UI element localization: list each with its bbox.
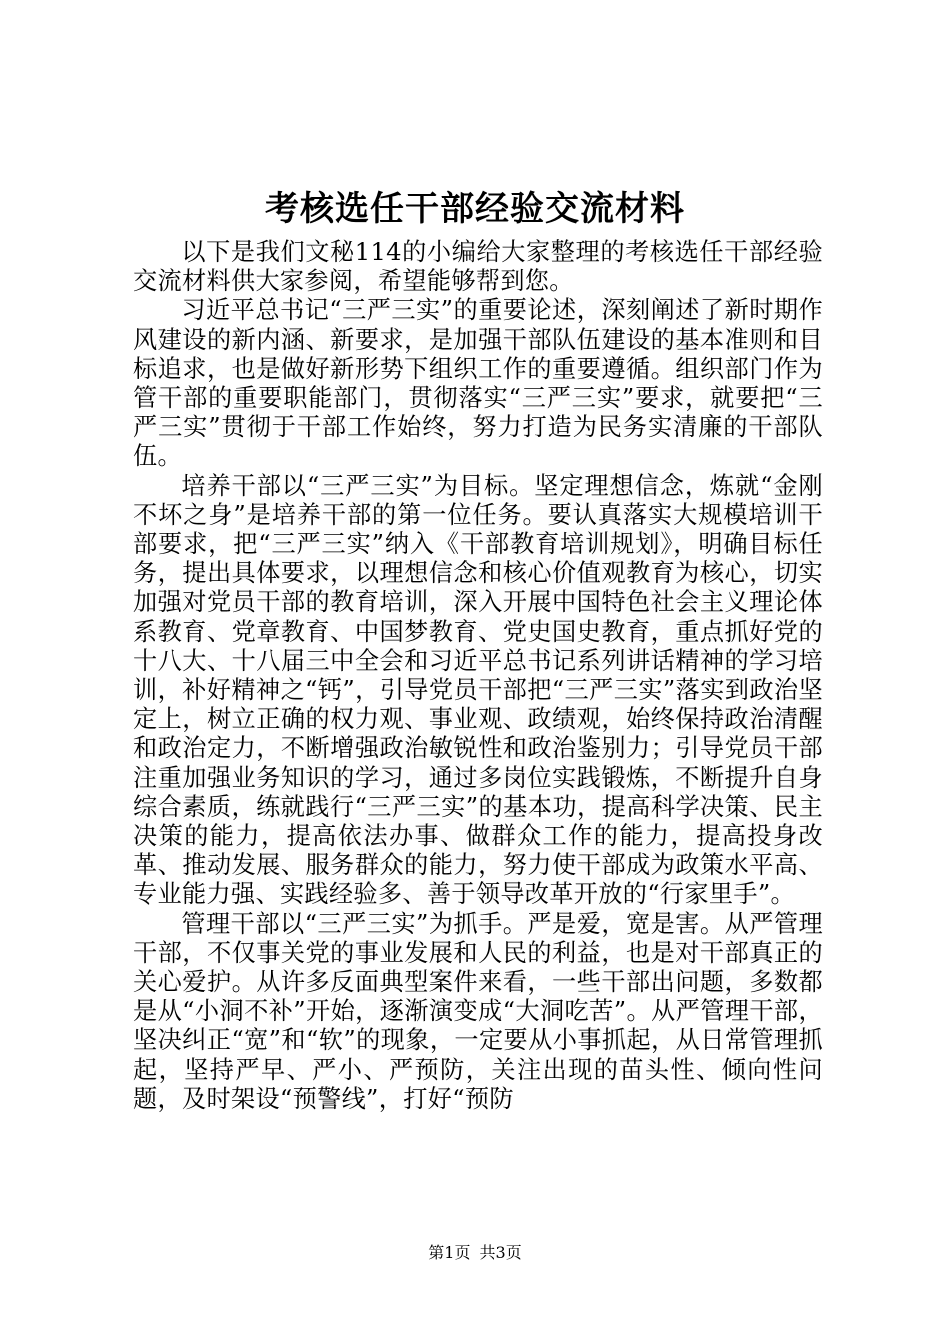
paragraph-management: 管理干部以“三严三实”为抓手。严是爱，宽是害。从严管理干部，不仅事关党的事业发展和人民的利益，也是对干部真正的关心爱护。从许多反面典型案件来看，一些干部出问题，多数都是从“小洞不补”开始，逐渐演变成“大洞吃苦”。从严管理干部，坚决纠正“宽”和“软”的现象，一定要从小事抓起，从日常管理抓起，坚持严早、严小、严预防，关注出现的苗头性、倾向性问题，及时架设“预警线”，打好“预防 bbox=[133, 909, 823, 1113]
document-body bbox=[133, 238, 823, 1114]
paragraph-intro: 以下是我们文秘114的小编给大家整理的考核选任干部经验交流材料供大家参阅，希望能够帮到您。 bbox=[133, 238, 823, 296]
page-number: 第1页 bbox=[428, 1243, 471, 1262]
page-footer bbox=[0, 1243, 950, 1263]
paragraph-training: 培养干部以“三严三实”为目标。坚定理想信念，炼就“金刚不坏之身”是培养干部的第一位任务。要认真落实大规模培训干部要求，把“三严三实”纳入《干部教育培训规划》，明确目标任务，提出具体要求，以理想信念和核心价值观教育为核心，切实加强对党员干部的教育培训，深入开展中国特色社会主义理论体系教育、党章教育、中国梦教育、党史国史教育，重点抓好党的十八大、十八届三中全会和习近平总书记系列讲话精神的学习培训，补好精神之“钙”，引导党员干部把“三严三实”落实到政治坚定上，树立正确的权力观、事业观、政绩观，始终保持政治清醒和政治定力，不断增强政治敏锐性和政治鉴别力；引导党员干部注重加强业务知识的学习，通过多岗位实践锻炼，不断提升自身综合素质，练就践行“三严三实”的基本功，提高科学决策、民主决策的能力，提高依法办事、做群众工作的能力，提高投身改革、推动发展、服务群众的能力，努力使干部成为政策水平高、专业能力强、实践经验多、善于领导改革开放的“行家里手”。 bbox=[133, 471, 823, 909]
paragraph-overview: 习近平总书记“三严三实”的重要论述，深刻阐述了新时期作风建设的新内涵、新要求，是加强干部队伍建设的基本准则和目标追求，也是做好新形势下组织工作的重要遵循。组织部门作为管干部的重要职能部门，贯彻落实“三严三实”要求，就要把“三严三实”贯彻于干部工作始终，努力打造为民务实清廉的干部队伍。 bbox=[133, 296, 823, 471]
document-title: 考核选任干部经验交流材料 bbox=[265, 189, 685, 229]
page-total: 共3页 bbox=[479, 1243, 522, 1262]
